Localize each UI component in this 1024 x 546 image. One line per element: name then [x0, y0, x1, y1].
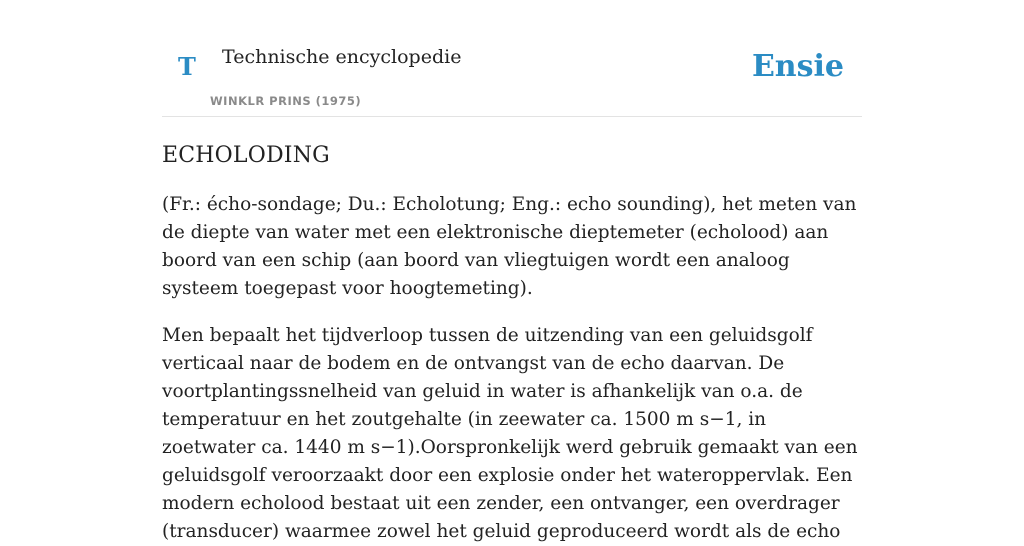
- book-letter-icon[interactable]: T: [178, 52, 196, 81]
- book-title-link[interactable]: Technische encyclopedie: [222, 46, 462, 68]
- article-paragraph-1: (Fr.: écho-sondage; Du.: Echolotung; Eng.: echo sounding), het meten van de diepte van water met een elektronische dieptemeter (echolood) aan boord van een schip (aan boord van vliegtuigen wordt een analoog systeem toegepast voor hoogtemeting).: [162, 194, 857, 300]
- ensie-logo[interactable]: Ensie: [751, 49, 844, 84]
- article-page: [162, 0, 862, 546]
- book-header: [162, 0, 862, 117]
- book-source: WINKLR PRINS (1975): [210, 94, 362, 108]
- article-headword: ECHOLODING: [162, 143, 330, 168]
- article-paragraph-2: Men bepaalt het tijdverloop tussen de uitzending van een geluidsgolf verticaal naar de bodem en de ontvangst van de echo daarvan. De voortplantingssnelheid van geluid in water is afhankelijk van o.a. de temperatuur en het zoutgehalte (in zeewater ca. 1500 m s−1, in zoetwater ca. 1440 m s−1).Oorspronkelijk werd gebruik gemaakt van een geluidsgolf veroorzaakt door een explosie onder het wateroppervlak. Een modern echolood bestaat uit een zender, een ontvanger, een overdrager (transducer) waarmee zowel het geluid geproduceerd wordt als de echo: [162, 325, 858, 543]
